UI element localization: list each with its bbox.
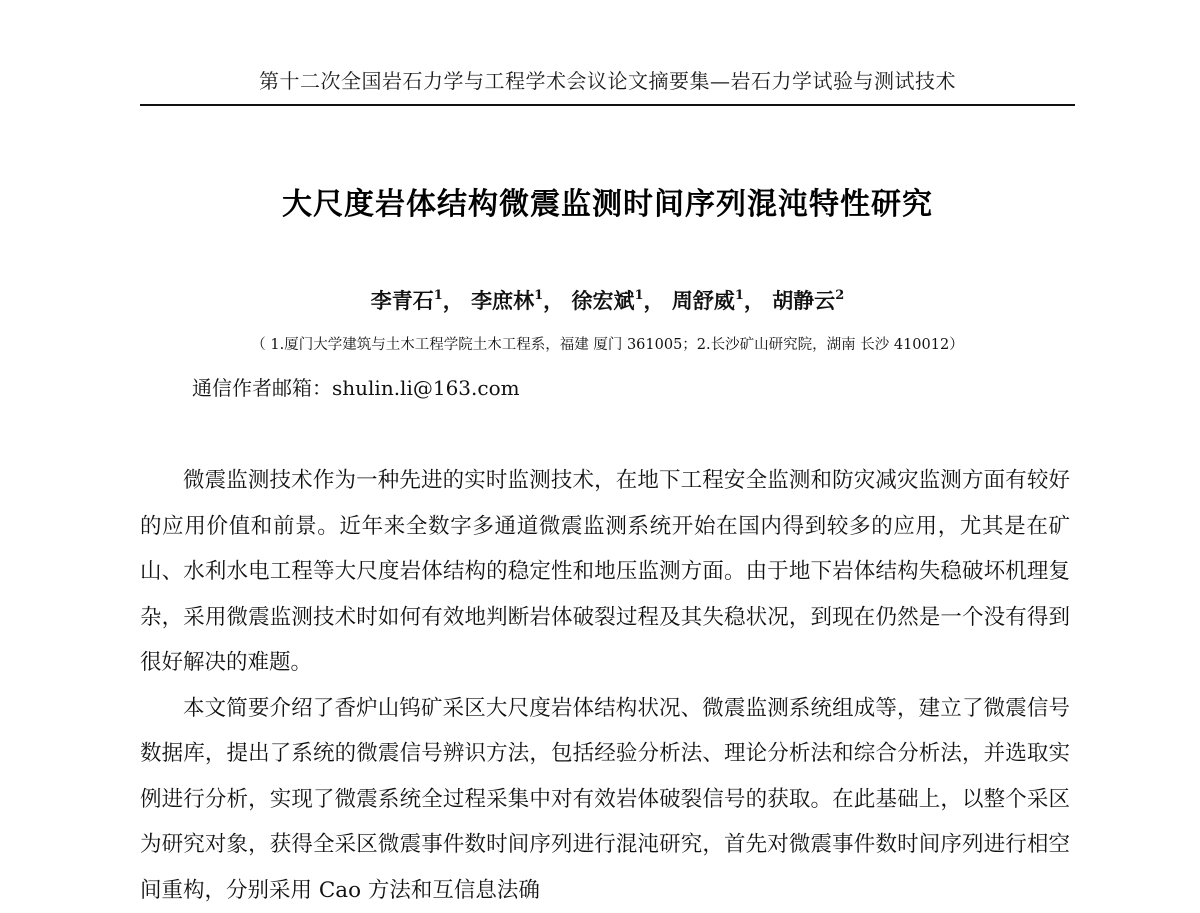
author-name: 李青石	[371, 288, 434, 313]
correspondence-email: 通信作者邮箱：shulin.li@163.com	[192, 372, 520, 404]
author-name: 周舒威	[672, 288, 735, 313]
author-affiliation-mark: 1	[534, 288, 543, 303]
author-affiliation-mark: 2	[835, 288, 844, 303]
abstract-body	[140, 458, 1070, 913]
running-header: 第十二次全国岩石力学与工程学术会议论文摘要集—岩石力学试验与测试技术	[140, 66, 1075, 96]
author-name: 胡静云	[772, 288, 835, 313]
author-separator: ，	[443, 288, 464, 313]
abstract-paragraph: 微震监测技术作为一种先进的实时监测技术，在地下工程安全监测和防灾减灾监测方面有较好的应用价值和前景。近年来全数字多通道微震监测系统开始在国内得到较多的应用，尤其是在矿山、水利水电工程等大尺度岩体结构的稳定性和地压监测方面。由于地下岩体结构失稳破坏机理复杂，采用微震监测技术时如何有效地判断岩体破裂过程及其失稳状况，到现在仍然是一个没有得到很好解决的难题。	[140, 458, 1070, 686]
author-separator: ，	[543, 288, 564, 313]
affiliation-line: （ 1.厦门大学建筑与土木工程学院土木工程系，福建 厦门 361005；2.长沙矿山研究院，湖南 长沙 410012）	[140, 334, 1075, 356]
author-affiliation-mark: 1	[735, 288, 744, 303]
author-affiliation-mark: 1	[434, 288, 443, 303]
author-name: 徐宏斌	[571, 288, 634, 313]
author-name: 李庶林	[471, 288, 534, 313]
header-rule	[140, 104, 1075, 106]
paper-title: 大尺度岩体结构微震监测时间序列混沌特性研究	[140, 183, 1075, 227]
author-list	[140, 280, 1075, 317]
abstract-paragraph: 本文简要介绍了香炉山钨矿采区大尺度岩体结构状况、微震监测系统组成等，建立了微震信号数据库，提出了系统的微震信号辨识方法，包括经验分析法、理论分析法和综合分析法，并选取实例进行分析，实现了微震系统全过程采集中对有效岩体破裂信号的获取。在此基础上，以整个采区为研究对象，获得全采区微震事件数时间序列进行混沌研究，首先对微震事件数时间序列进行相空间重构，分别采用 Cao 方法和互信息法确	[140, 686, 1070, 913]
author-affiliation-mark: 1	[634, 288, 643, 303]
author-separator: ，	[644, 288, 665, 313]
author-separator: ，	[744, 288, 765, 313]
